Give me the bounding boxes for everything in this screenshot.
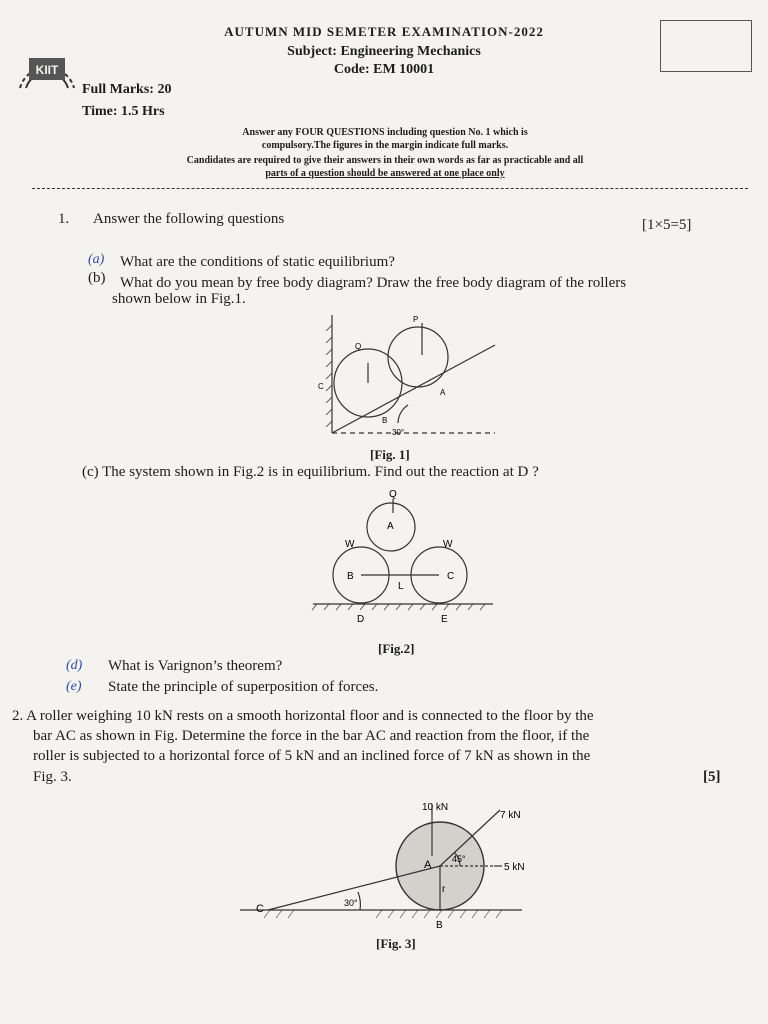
fig3-label: r [442,884,446,895]
exam-time: Time: 1.5 Hrs [82,104,165,119]
full-marks: Full Marks: 20 [82,82,172,97]
q1b-text: shown below in Fig.1. [112,291,246,307]
q2-text: 2. A roller weighing 10 kN rests on a smooth horizontal floor and is connected to the floor by the [12,708,594,724]
q1a-label: (a) [88,252,105,267]
divider [32,188,748,189]
instruction-line: Answer any FOUR QUESTIONS including question No. 1 which is [242,127,528,138]
q1a-text: What are the conditions of static equilibrium? [120,254,395,270]
q1d-text: What is Varignon’s theorem? [108,658,283,674]
fig3-label: C [256,903,264,915]
q2-text: bar AC as shown in Fig. Determine the force in the bar AC and reaction from the floor, if the [33,728,590,744]
fig1-label: A [440,388,446,397]
fig3-label: 7 kN [500,810,521,821]
q1c-text: (c) The system shown in Fig.2 is in equilibrium. Find out the reaction at D ? [82,464,539,480]
fig3-label: B [436,920,443,931]
q2-marks: [5] [703,769,721,785]
fig2-label: W [443,539,453,550]
instruction-line: compulsory.The figures in the margin indicate full marks. [261,140,509,151]
q1d-label: (d) [66,658,83,673]
logo-text: KIIT [35,63,59,77]
q2-text: Fig. 3. [33,769,72,785]
fig2-label: E [441,614,448,625]
fig1-caption: [Fig. 1] [370,447,410,462]
fig1-label: C [318,382,324,391]
fig3-label: A [424,859,432,871]
fig2-label: W [345,539,355,550]
fig1-label: 30° [392,428,405,437]
fig2-label: B [347,571,354,582]
university-logo [12,44,82,104]
fig1-label: Q [355,342,362,351]
subject-line: Subject: Engineering Mechanics [287,44,481,59]
fig3-label: 45° [452,854,466,864]
fig2-label: A [387,521,394,532]
fig2-caption: [Fig.2] [378,641,415,656]
instruction-line: parts of a question should be answered at one place only [265,168,505,179]
q1e-text: State the principle of superposition of forces. [108,679,379,695]
exam-title: AUTUMN MID SEMETER EXAMINATION-2022 [224,24,544,39]
fig2-label: D [357,614,365,625]
fig3-label: 30° [344,898,358,908]
q1b-label: (b) [88,270,106,286]
figure-2 [305,487,505,627]
fig1-label: B [382,416,388,425]
instruction-line: Candidates are required to give their answers in their own words as far as practicable and all [186,155,584,166]
q1-marks: [1×5=5] [642,217,692,233]
fig3-label: 10 kN [422,802,449,813]
course-code: Code: EM 10001 [333,62,435,77]
q1-number: 1. [58,211,70,227]
office-stamp-box [660,20,752,72]
figure-1 [300,305,510,445]
roller-p [388,327,448,387]
q1b-text: What do you mean by free body diagram? Draw the free body diagram of the rollers [120,275,627,291]
fig3-label: 5 kN [504,862,525,873]
fig2-label: Q [389,489,397,500]
fig2-label: C [447,571,455,582]
q1-text: Answer the following questions [93,211,285,227]
figure-3 [232,796,532,936]
fig3-caption: [Fig. 3] [376,936,416,951]
q2-text: roller is subjected to a horizontal force of 5 kN and an inclined force of 7 kN as shown in the [33,748,591,764]
fig2-label: L [398,581,404,592]
fig1-label: P [413,315,419,324]
q1e-label: (e) [66,679,82,694]
